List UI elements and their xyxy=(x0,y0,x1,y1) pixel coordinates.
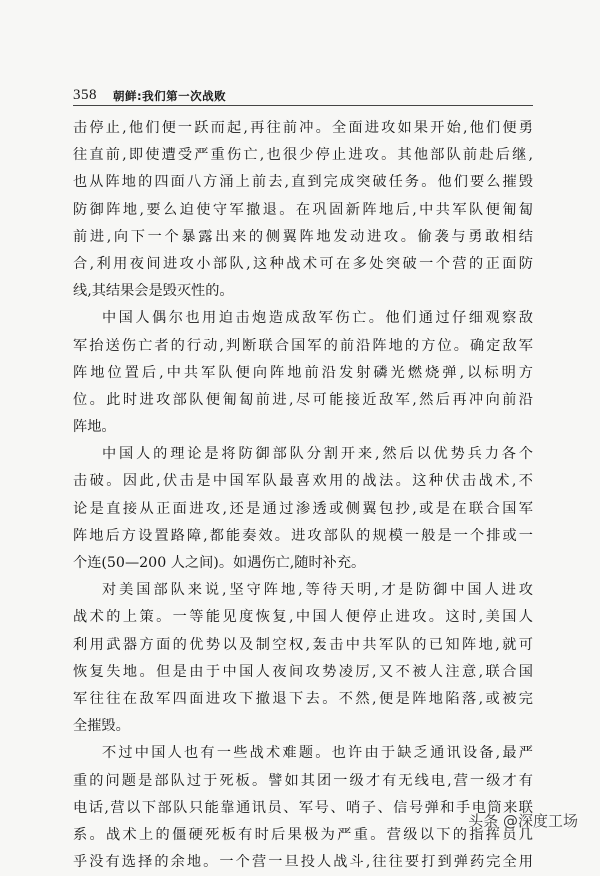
paragraph xyxy=(73,441,533,577)
text-line: 线,其结果会是毁灭性的。 xyxy=(73,283,234,300)
page-number: 358 xyxy=(73,87,97,103)
running-title: 朝鲜:我们第一次战败 xyxy=(113,89,227,103)
text-line: 恢复失地。但是由于中国人夜间攻势凌厉,又不被人注意,联合国 xyxy=(73,663,533,680)
text-line: 论是直接从正面进攻,还是通过渗透或侧翼包抄,或是在联合国军 xyxy=(73,500,533,517)
body-text xyxy=(73,115,533,876)
text-line: 中国人的理论是将防御部队分割开来,然后以优势兵力各个 xyxy=(102,446,533,463)
text-line: 也从阵地的四面八方涌上前去,直到完成突破任务。他们要么摧毁 xyxy=(73,174,533,191)
text-line: 个连(50—200 人之间)。如遇伤亡,随时补充。 xyxy=(73,555,366,571)
text-line: 对美国部队来说,坚守阵地,等待天明,才是防御中国人进攻 xyxy=(102,582,533,599)
text-line: 中国人偶尔也用迫击炮造成敌军伤亡。他们通过仔细观察敌 xyxy=(102,310,533,327)
watermark xyxy=(468,810,578,831)
text-line: 利用武器方面的优势以及制空权,轰击中共军队的已知阵地,就可 xyxy=(73,636,533,653)
text-line: 前进,向下一个暴露出来的侧翼阵地发动进攻。偷袭与勇敢相结 xyxy=(73,228,533,245)
paragraph xyxy=(73,115,533,305)
text-line: 合,利用夜间进攻小部队,这种战术可在多处突破一个营的正面防 xyxy=(73,255,533,272)
text-line: 系。战术上的僵硬死板有时后果极为严重。营级以下的指挥员几 xyxy=(73,826,533,843)
text-line: 往直前,即使遭受严重伤亡,也很少停止进攻。其他部队前赴后继, xyxy=(73,147,533,164)
text-line: 乎没有选择的余地。一个营一旦投人战斗,往往要打到弹药完全用 xyxy=(73,854,533,871)
text-line: 不过中国人也有一些战术难题。也许由于缺乏通讯设备,最严 xyxy=(102,745,533,762)
text-line: 阵地后方设置路障,都能奏效。进攻部队的规模一般是一个排或一 xyxy=(73,527,533,544)
header-rule xyxy=(73,105,533,106)
text-line: 军往往在敌军四面进攻下撤退下去。不然,便是阵地陷落,或被完 xyxy=(73,690,533,707)
text-line: 战术的上策。一等能见度恢复,中国人便停止进攻。这时,美国人 xyxy=(73,609,533,626)
text-line: 军抬送伤亡者的行动,判断联合国军的前沿阵地的方位。确定敌军 xyxy=(73,337,533,354)
paragraph xyxy=(73,577,533,740)
text-line: 全摧毁。 xyxy=(73,718,130,735)
text-line: 重的问题是部队过于死板。譬如其团一级才有无线电,营一级才有 xyxy=(73,772,533,789)
text-line: 击停止,他们便一跃而起,再往前冲。全面进攻如果开始,他们便勇 xyxy=(73,120,533,136)
paragraph xyxy=(73,305,533,441)
text-line: 防御阵地,要么迫使守军撤退。在巩固新阵地后,中共军队便匍匐 xyxy=(73,201,533,218)
paragraph xyxy=(73,740,533,876)
text-line: 阵地位置后,中共军队便向阵地前沿发射磷光燃烧弹,以标明方 xyxy=(73,364,533,381)
watermark-text: 头条 @深度工场 xyxy=(468,812,578,830)
text-line: 击破。因此,伏击是中国军队最喜欢用的战法。这种伏击战术,不 xyxy=(73,473,533,490)
text-line: 位。此时进攻部队便匍匐前进,尽可能接近敌军,然后再冲向前沿 xyxy=(73,391,533,408)
page-header xyxy=(73,82,533,104)
text-line: 阵地。 xyxy=(73,419,116,436)
text-line: 电话,营以下部队只能靠通讯员、军号、哨子、信号弹和手电筒来联 xyxy=(73,799,533,816)
